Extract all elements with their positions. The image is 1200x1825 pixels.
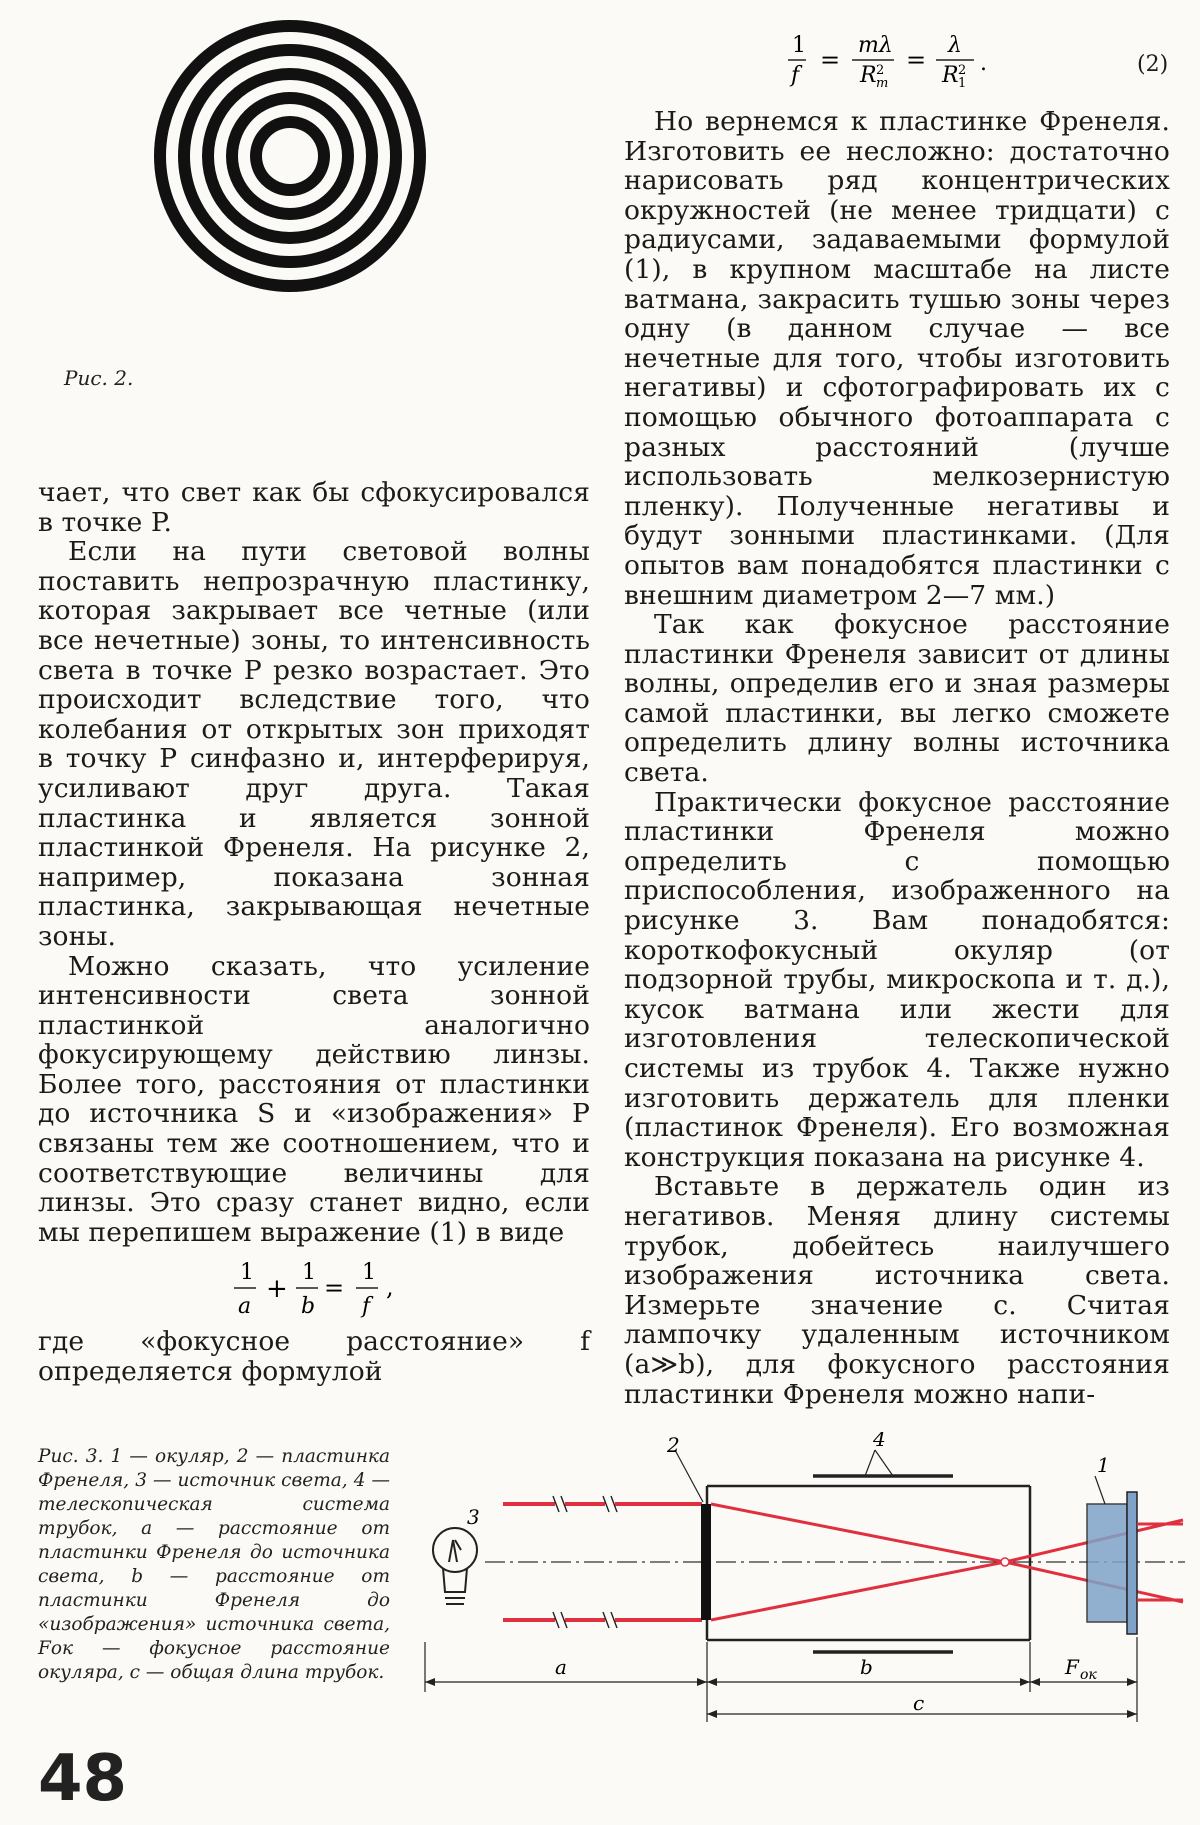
page-number: 48 (38, 1742, 128, 1816)
light-bulb-icon (433, 1528, 477, 1604)
telescope-diagram (405, 1432, 1195, 1722)
lens-num-1: 1 (240, 1260, 255, 1286)
formula-focal-length (780, 30, 1010, 90)
label-4: 4 (873, 1432, 886, 1451)
equals-sign-2: = (906, 46, 927, 74)
lens-comma: , (386, 1273, 394, 1302)
figure-3-caption: Рис. 3. 1 — окуляр, 2 — пластинка Френеля, 3 — источник света, 4 — телескопическая система трубок, a — расстояние от пластинки Френеля до источника света, b — расстояние от пластинки Френеля до «изображения» источника света, Fок — фокусное расстояние окуляра, c — общая длина трубок. (38, 1446, 390, 1683)
frac-num-1: 1 (792, 33, 806, 58)
equals-sign-1: = (820, 46, 841, 74)
left-paragraph-1: чает, что свет как бы сфокусировался в точке P. (38, 477, 590, 538)
tube-system (707, 1486, 1030, 1640)
label-3: 3 (467, 1505, 480, 1529)
label-c: c (913, 1691, 925, 1715)
frac-den-f: f (791, 63, 800, 88)
frac-num-lambda: λ (948, 33, 962, 58)
lens-formula-svg (228, 1253, 428, 1333)
lens-den-a: a (238, 1294, 252, 1320)
label-2: 2 (667, 1433, 680, 1457)
label-f: F (1065, 1655, 1079, 1679)
figure-2-caption: Рис. 2. (64, 366, 134, 390)
left-paragraph-3: Можно сказать, что усиление интенсивности света зонной пластинкой аналогично фокусирующему действию линзы. Более того, расстояния от пластинки до источника S и «изображения» P связаны тем же соотношением, что и соответствующие величины для линзы. Это сразу станет видно, если мы перепишем выражение (1) в виде (38, 950, 590, 1248)
fresnel-plate (701, 1504, 711, 1620)
right-paragraph-4: Вставьте в держатель один из негативов. Меняя длину системы трубок, добейтесь наилучшего изображения источника света. Измерьте значение c. Считая лампочку удаленным источником (a≫b), для фокусного расстояния пластинки Френеля можно напи- (624, 1171, 1170, 1410)
label-b: b (860, 1655, 873, 1679)
lens-num-3: 1 (362, 1260, 377, 1286)
right-paragraph-3: Практически фокусное расстояние пластинки Френеля можно определить с помощью приспособления, изображенного на рисунке 3. Вам понадобятся: короткофокусный окуляр (от подзорной трубы, микроскопа и т. д.), кусок ватмана или жести для изготовления телескопической системы из трубок 4. Также нужно изготовить держатель для пленки (пластинок Френеля). Его возможная конструкция показана на рисунке 4. (624, 786, 1170, 1173)
plus-sign: + (266, 1274, 288, 1305)
label-1: 1 (1097, 1453, 1110, 1477)
telescopic-tubes (813, 1476, 953, 1652)
left-column (38, 478, 590, 1387)
lens-den-b: b (301, 1294, 316, 1320)
label-a: a (555, 1655, 567, 1679)
lens-num-2: 1 (302, 1260, 317, 1286)
left-paragraph-2: Если на пути световой волны поставить непрозрачную пластинку, которая закрывает все четные (или все нечетные) зоны, то интенсивность света в точке P резко возрастает. Это происходит вследствие того, что колебания от открытых зон приходят в точку P синфазно и, интерферируя, усиливают друг друга. Такая пластинка и является зонной пластинкой Френеля. На рисунке 2, например, показана зонная пластинка, закрывающая нечетные зоны. (38, 536, 590, 952)
sub-1: 1 (958, 76, 967, 90)
sq-1: 2 (876, 63, 885, 78)
right-paragraph-2: Так как фокусное расстояние пластинки Френеля зависит от длины волны, определив его и зная размеры самой пластинки, вы легко сможете определить длину волны источника света. (624, 609, 1170, 789)
frac-den-r-m: R (860, 63, 877, 88)
frac-den-r-1: R (942, 63, 959, 88)
sub-m: m (876, 76, 889, 90)
lens-equals: = (324, 1274, 345, 1303)
left-paragraph-4: где «фокусное расстояние» f определяется формулой (38, 1326, 590, 1388)
right-paragraph-1: Но вернемся к пластинке Френеля. Изготовить ее несложно: достаточно нарисовать ряд концентрических окружностей (не менее тридцати) с радиусами, задаваемыми формулой (1), в крупном масштабе на листе ватмана, закрасить тушью зоны через одну (в данном случае — все нечетные для того, чтобы изготовить негативы) и сфотографировать их с помощью обычного фотоаппарата с разных расстояний (лучше использовать мелкозернистую пленку). Полученные негативы и будут зонными пластинками. (Для опытов вам понадобятся пластинки с внешним диаметром 2—7 мм.) (624, 106, 1170, 611)
zone-plate-figure (152, 18, 428, 294)
equation-number: (2) (1137, 52, 1169, 77)
right-column (624, 107, 1170, 1409)
label-f-sub: ок (1080, 1667, 1097, 1683)
svg-text:.: . (980, 51, 987, 76)
lens-den-f: f (362, 1294, 371, 1320)
formula-lens-equation (38, 1247, 590, 1327)
zone-center (272, 138, 308, 174)
eyepiece (1087, 1492, 1137, 1634)
formula-2-svg (780, 30, 1010, 90)
frac-num-m-lambda: mλ (858, 33, 893, 58)
sq-2: 2 (958, 63, 967, 78)
